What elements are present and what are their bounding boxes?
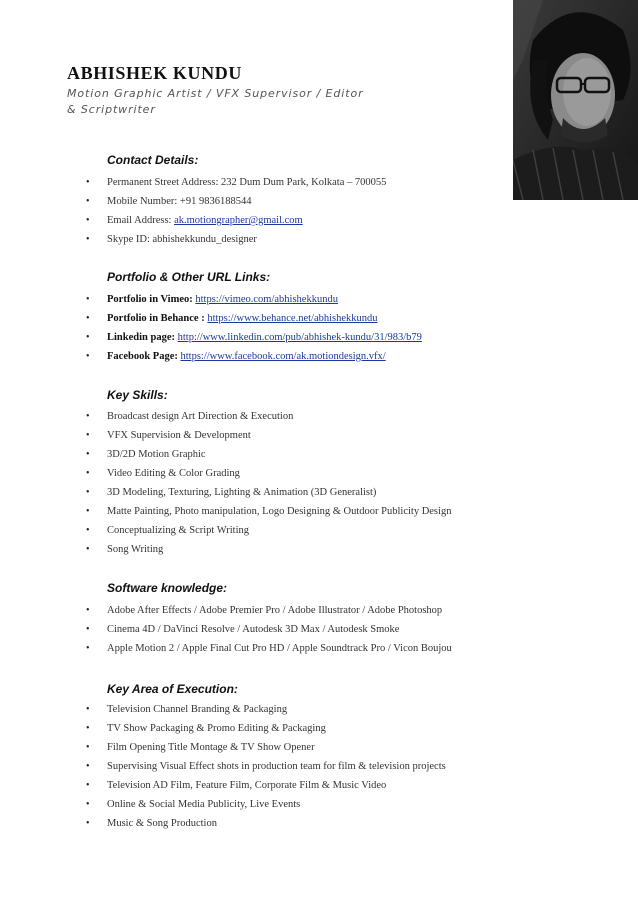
software-item: • Cinema 4D / DaVinci Resolve / Autodesk 3D Max / Autodesk Smoke: [86, 620, 526, 639]
skill-item: • Song Writing: [86, 540, 526, 559]
software-item: • Adobe After Effects / Adobe Premier Pro / Adobe Illustrator / Adobe Photoshop: [86, 601, 526, 620]
contact-email: • Email Address: ak.motiongrapher@gmail.com: [86, 211, 526, 230]
execution-item: • TV Show Packaging & Promo Editing & Packaging: [86, 719, 526, 738]
execution-item: • Online & Social Media Publicity, Live Events: [86, 795, 526, 814]
bullet-icon: •: [86, 487, 90, 498]
facebook-link[interactable]: https://www.facebook.com/ak.motiondesign.vfx/: [180, 351, 386, 362]
bullet-icon: •: [86, 468, 90, 479]
email-link[interactable]: ak.motiongrapher@gmail.com: [174, 215, 303, 226]
profile-photo: [513, 0, 638, 200]
portfolio-behance: • Portfolio in Behance : https://www.behance.net/abhishekkundu: [86, 309, 526, 328]
skill-item: • Video Editing & Color Grading: [86, 464, 526, 483]
bullet-icon: •: [86, 742, 90, 753]
bullet-icon: •: [86, 643, 90, 654]
execution-item: • Music & Song Production: [86, 814, 526, 833]
bullet-icon: •: [86, 605, 90, 616]
bullet-icon: •: [86, 525, 90, 536]
portfolio-linkedin: • Linkedin page: http://www.linkedin.com/pub/abhishek-kundu/31/983/b79: [86, 328, 526, 347]
contact-list: [86, 173, 526, 249]
execution-list: [86, 700, 526, 833]
bullet-icon: •: [86, 723, 90, 734]
bullet-icon: •: [86, 215, 90, 226]
bullet-icon: •: [86, 196, 90, 207]
portfolio-vimeo: • Portfolio in Vimeo: https://vimeo.com/abhishekkundu: [86, 290, 526, 309]
skill-item: • Matte Painting, Photo manipulation, Logo Designing & Outdoor Publicity Design: [86, 502, 526, 521]
bullet-icon: •: [86, 761, 90, 772]
execution-item: • Television Channel Branding & Packaging: [86, 700, 526, 719]
software-item: • Apple Motion 2 / Apple Final Cut Pro HD / Apple Soundtrack Pro / Vicon Boujou: [86, 639, 526, 658]
portrait-image: [513, 0, 638, 200]
bullet-icon: •: [86, 818, 90, 829]
bullet-icon: •: [86, 544, 90, 555]
contact-skype: • Skype ID: abhishekkundu_designer: [86, 230, 526, 249]
bullet-icon: •: [86, 704, 90, 715]
skill-item: • VFX Supervision & Development: [86, 426, 526, 445]
bullet-icon: •: [86, 234, 90, 245]
bullet-icon: •: [86, 449, 90, 460]
bullet-icon: •: [86, 430, 90, 441]
contact-mobile: • Mobile Number: +91 9836188544: [86, 192, 526, 211]
software-list: [86, 601, 526, 658]
behance-link[interactable]: https://www.behance.net/abhishekkundu: [207, 313, 378, 324]
skill-item: • Conceptualizing & Script Writing: [86, 521, 526, 540]
bullet-icon: •: [86, 351, 90, 362]
skill-item: • 3D/2D Motion Graphic: [86, 445, 526, 464]
job-title: [67, 86, 397, 118]
bullet-icon: •: [86, 313, 90, 324]
vimeo-link[interactable]: https://vimeo.com/abhishekkundu: [195, 294, 338, 305]
candidate-name: ABHISHEK KUNDU: [67, 63, 242, 83]
bullet-icon: •: [86, 294, 90, 305]
skills-section-title: Key Skills:: [107, 388, 168, 402]
portfolio-section-title: Portfolio & Other URL Links:: [107, 270, 271, 284]
bullet-icon: •: [86, 177, 90, 188]
skill-item: • 3D Modeling, Texturing, Lighting & Animation (3D Generalist): [86, 483, 526, 502]
portfolio-facebook: • Facebook Page: https://www.facebook.com/ak.motiondesign.vfx/: [86, 347, 526, 366]
job-title-line-1: Motion Graphic Artist / VFX Supervisor / Editor: [67, 87, 364, 100]
skill-item: • Broadcast design Art Direction & Execution: [86, 407, 526, 426]
bullet-icon: •: [86, 624, 90, 635]
linkedin-link[interactable]: http://www.linkedin.com/pub/abhishek-kundu/31/983/b79: [177, 332, 422, 343]
execution-item: • Television AD Film, Feature Film, Corporate Film & Music Video: [86, 776, 526, 795]
execution-item: • Film Opening Title Montage & TV Show Opener: [86, 738, 526, 757]
bullet-icon: •: [86, 799, 90, 810]
contact-section-title: Contact Details:: [107, 153, 199, 167]
bullet-icon: •: [86, 506, 90, 517]
portfolio-list: [86, 290, 526, 366]
bullet-icon: •: [86, 332, 90, 343]
execution-item: • Supervising Visual Effect shots in production team for film & television projects: [86, 757, 526, 776]
execution-section-title: Key Area of Execution:: [107, 682, 238, 696]
job-title-line-2: & Scriptwriter: [67, 103, 156, 116]
bullet-icon: •: [86, 780, 90, 791]
skills-list: [86, 407, 526, 559]
contact-address: • Permanent Street Address: 232 Dum Dum Park, Kolkata – 700055: [86, 173, 526, 192]
software-section-title: Software knowledge:: [107, 581, 228, 595]
bullet-icon: •: [86, 411, 90, 422]
